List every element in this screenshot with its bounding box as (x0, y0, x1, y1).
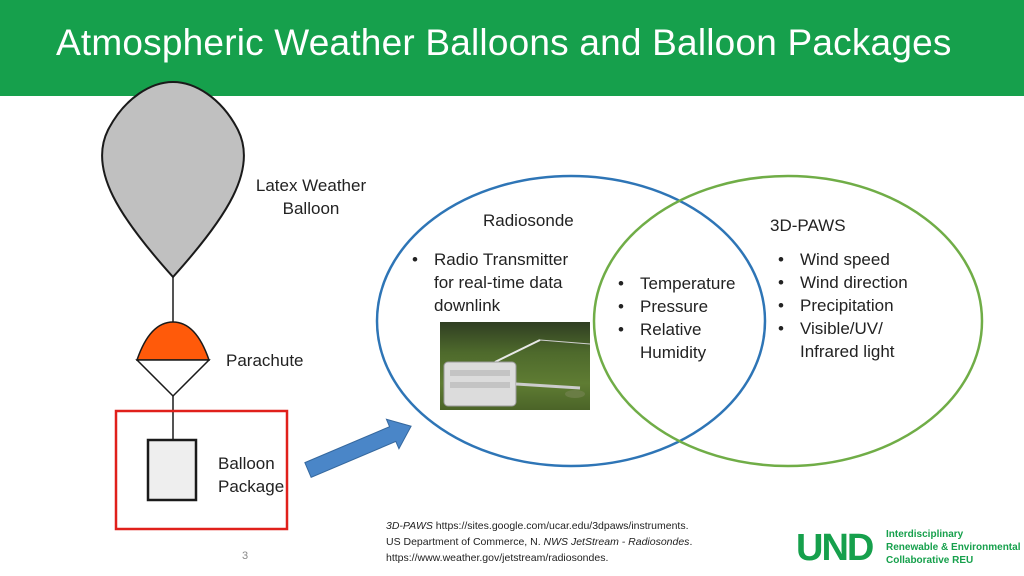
balloon-package-box (148, 440, 196, 500)
reference-2-author: US Department of Commerce, N. (386, 536, 544, 548)
package-label-line1: Balloon (218, 454, 275, 473)
reference-2-period: . (689, 536, 693, 548)
und-logo: UND (796, 527, 873, 569)
logo-text-line3: Collaborative REU (886, 555, 974, 566)
balloon-shape (102, 82, 244, 277)
list-item: • Radio Transmitter for real-time data downlink (408, 248, 588, 317)
page-title: Atmospheric Weather Balloons and Balloon Packages (56, 22, 952, 63)
radiosonde-photo (440, 322, 590, 410)
references (386, 518, 692, 566)
reference-2-title: NWS JetStream - Radiosondes (543, 536, 690, 548)
radiosonde-title: Radiosonde (483, 211, 574, 230)
parachute-lines (137, 360, 209, 396)
parachute-canopy (137, 322, 209, 360)
reu-logo-text (886, 528, 1020, 567)
logo-text-line2: Renewable & Environmental (886, 542, 1021, 553)
3dpaws-list (774, 248, 914, 363)
list-item: • Precipitation (774, 294, 914, 317)
3dpaws-title: 3D-PAWS (770, 216, 846, 235)
reference-1-url: https://sites.google.com/ucar.edu/3dpaws/instruments. (432, 520, 689, 532)
list-item: • Wind speed (774, 248, 914, 271)
radiosonde-device-image (440, 322, 590, 410)
reference-line-1 (386, 518, 692, 534)
shared-list (614, 272, 754, 364)
reference-line-2 (386, 534, 692, 550)
list-item: • Pressure (614, 295, 754, 318)
list-item: • Relative Humidity (614, 318, 754, 364)
reference-line-3: https://www.weather.gov/jetstream/radiosondes. (386, 552, 609, 564)
package-label-line2: Package (218, 477, 285, 496)
reference-1-title: 3D-PAWS (386, 520, 433, 532)
balloon-label-line1: Latex Weather (255, 176, 367, 195)
page-number: 3 (242, 550, 249, 562)
parachute-label: Parachute (226, 351, 304, 370)
balloon-label-line2: Balloon (282, 199, 340, 218)
list-item: • Temperature (614, 272, 754, 295)
package-label (218, 452, 284, 498)
pointer-arrow-shape (302, 412, 418, 485)
logo-text-line1: Interdisciplinary (886, 529, 964, 540)
balloon-label (250, 174, 372, 220)
radiosonde-list (408, 248, 588, 317)
list-item: • Wind direction (774, 271, 914, 294)
list-item: • Visible/UV/ Infrared light (774, 317, 914, 363)
